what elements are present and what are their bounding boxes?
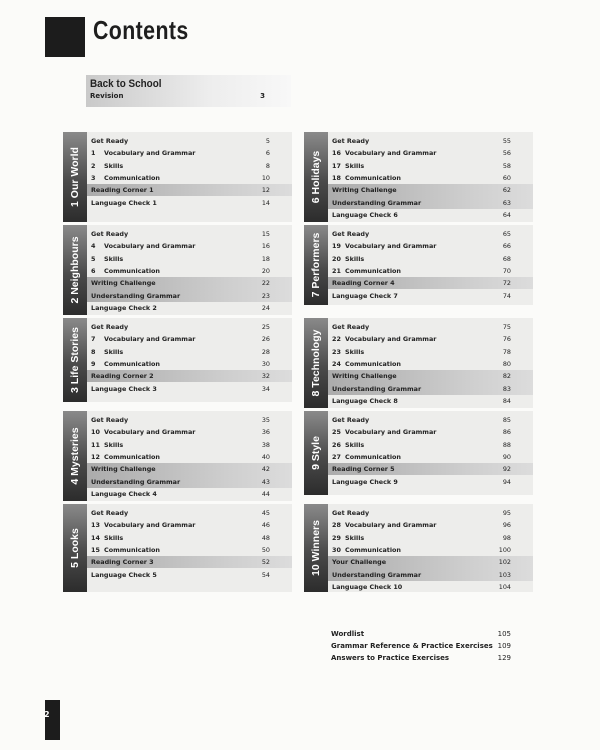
header-block	[45, 17, 85, 57]
lesson-row[interactable]	[87, 451, 292, 463]
lesson-number: 18	[332, 174, 341, 183]
lesson-title: Understanding Grammar	[91, 477, 181, 486]
lesson-title: Writing Challenge	[332, 186, 397, 195]
unit-block-8	[304, 318, 533, 408]
unit-rows	[328, 135, 533, 221]
lesson-title: Get Ready	[332, 230, 370, 239]
lesson-row[interactable]	[87, 568, 292, 580]
lesson-title: Communication	[345, 546, 401, 555]
lesson-page: 23	[261, 291, 270, 300]
lesson-number: 28	[332, 521, 341, 530]
lesson-page: 64	[502, 210, 511, 219]
lesson-title: Language Check 10	[332, 582, 403, 591]
lesson-page: 60	[502, 174, 511, 183]
lesson-page: 10	[261, 174, 270, 183]
lesson-title: Communication	[345, 174, 401, 183]
lesson-title: Communication	[345, 453, 401, 462]
lesson-row[interactable]	[328, 382, 533, 394]
lesson-page: 55	[502, 137, 511, 146]
lesson-row[interactable]	[328, 463, 533, 475]
lesson-number: 3	[91, 174, 96, 183]
lesson-page: 42	[261, 465, 270, 474]
lesson-row[interactable]	[87, 532, 292, 544]
revision-row[interactable]	[90, 92, 287, 100]
lesson-row[interactable]	[87, 488, 292, 500]
lesson-page: 12	[261, 186, 270, 195]
lesson-page: 98	[502, 533, 511, 542]
lesson-page: 36	[261, 428, 270, 437]
lesson-page: 43	[261, 477, 270, 486]
extra-row-wordlist[interactable]	[331, 628, 511, 640]
lesson-row[interactable]	[87, 253, 292, 265]
lesson-title: Writing Challenge	[91, 465, 156, 474]
unit-tab	[63, 318, 87, 402]
unit-title: 5 Looks	[69, 528, 81, 568]
lesson-number: 15	[91, 546, 100, 555]
lesson-page: 34	[261, 384, 270, 393]
lesson-title: Language Check 7	[332, 291, 398, 300]
extra-label: Answers to Practice Exercises	[331, 654, 450, 662]
lesson-title: Vocabulary and Grammar	[104, 521, 196, 530]
unit-block-1	[63, 132, 292, 222]
unit-rows	[328, 228, 533, 302]
lesson-row[interactable]	[87, 228, 292, 240]
lesson-page: 26	[261, 335, 270, 344]
lesson-row[interactable]	[87, 135, 292, 147]
lesson-page: 85	[502, 416, 511, 425]
extra-page: 105	[497, 630, 511, 638]
lesson-page: 35	[261, 416, 270, 425]
lesson-page: 38	[261, 440, 270, 449]
lesson-row[interactable]	[87, 172, 292, 184]
lesson-page: 74	[502, 291, 511, 300]
extra-label: Grammar Reference & Practice Exercises	[331, 642, 493, 650]
lesson-title: Skills	[104, 533, 124, 542]
lesson-title: Communication	[104, 267, 160, 276]
unit-rows	[87, 507, 292, 581]
lesson-row[interactable]	[87, 463, 292, 475]
lesson-page: 72	[502, 279, 511, 288]
lesson-row[interactable]	[328, 370, 533, 382]
lesson-row[interactable]	[328, 160, 533, 172]
lesson-title: Skills	[345, 440, 365, 449]
lesson-number: 4	[91, 242, 96, 251]
lesson-page: 25	[261, 323, 270, 332]
lesson-page: 5	[265, 137, 270, 146]
lesson-row[interactable]	[328, 556, 533, 568]
lesson-title: Vocabulary and Grammar	[104, 149, 196, 158]
unit-tab	[63, 504, 87, 592]
lesson-row[interactable]	[328, 209, 533, 221]
lesson-page: 58	[502, 161, 511, 170]
lesson-row[interactable]	[328, 475, 533, 487]
unit-tab	[304, 132, 328, 222]
lesson-title: Get Ready	[332, 509, 370, 518]
lesson-number: 6	[91, 267, 96, 276]
lesson-title: Writing Challenge	[332, 372, 397, 381]
lesson-row[interactable]	[87, 333, 292, 345]
lesson-row[interactable]	[328, 240, 533, 252]
lesson-page: 92	[502, 465, 511, 474]
extra-row-answers[interactable]	[331, 652, 511, 664]
extra-row-grammar-reference[interactable]	[331, 640, 511, 652]
lesson-row[interactable]	[87, 507, 292, 519]
lesson-title: Skills	[104, 347, 124, 356]
lesson-row[interactable]	[87, 519, 292, 531]
lesson-title: Skills	[104, 161, 124, 170]
lesson-page: 46	[261, 521, 270, 530]
lesson-title: Vocabulary and Grammar	[345, 335, 437, 344]
lesson-title: Vocabulary and Grammar	[345, 242, 437, 251]
lesson-page: 96	[502, 521, 511, 530]
lesson-row[interactable]	[328, 228, 533, 240]
lesson-row[interactable]	[328, 184, 533, 196]
lesson-title: Vocabulary and Grammar	[345, 428, 437, 437]
unit-block-5	[63, 504, 292, 592]
lesson-title: Language Check 2	[91, 303, 157, 312]
back-to-school-box[interactable]	[86, 75, 291, 107]
lesson-row[interactable]	[87, 382, 292, 394]
lesson-row[interactable]	[328, 568, 533, 580]
lesson-row[interactable]	[328, 135, 533, 147]
lesson-number: 11	[91, 440, 100, 449]
lesson-title: Understanding Grammar	[332, 384, 422, 393]
lesson-row[interactable]	[328, 581, 533, 593]
lesson-row[interactable]	[328, 172, 533, 184]
lesson-number: 12	[91, 453, 100, 462]
lesson-row[interactable]	[328, 414, 533, 426]
lesson-title: Vocabulary and Grammar	[345, 149, 437, 158]
lesson-title: Get Ready	[91, 416, 129, 425]
lesson-number: 21	[332, 267, 341, 276]
unit-title: 8 Technology	[310, 329, 322, 397]
lesson-page: 75	[502, 323, 511, 332]
lesson-title: Your Challenge	[332, 558, 387, 567]
lesson-page: 65	[502, 230, 511, 239]
lesson-title: Understanding Grammar	[332, 570, 422, 579]
lesson-row[interactable]	[328, 395, 533, 407]
lesson-row[interactable]	[87, 277, 292, 289]
unit-block-9	[304, 411, 533, 495]
unit-tab	[304, 318, 328, 408]
lesson-row[interactable]	[328, 265, 533, 277]
lesson-row[interactable]	[87, 302, 292, 314]
lesson-row[interactable]	[328, 147, 533, 159]
lesson-title: Get Ready	[91, 230, 129, 239]
unit-block-4	[63, 411, 292, 501]
lesson-title: Language Check 5	[91, 570, 157, 579]
lesson-title: Reading Corner 4	[332, 279, 395, 288]
lesson-page: 88	[502, 440, 511, 449]
lesson-row[interactable]	[328, 544, 533, 556]
lesson-title: Understanding Grammar	[332, 198, 422, 207]
lesson-title: Skills	[345, 254, 365, 263]
lesson-page: 102	[498, 558, 511, 567]
unit-block-3	[63, 318, 292, 402]
unit-tab	[63, 225, 87, 315]
unit-title: 2 Neighbours	[69, 236, 81, 304]
lesson-number: 7	[91, 335, 96, 344]
extras-list	[331, 628, 511, 664]
lesson-page: 15	[261, 230, 270, 239]
lesson-row[interactable]	[328, 321, 533, 333]
lesson-title: Writing Challenge	[91, 279, 156, 288]
lesson-row[interactable]	[87, 544, 292, 556]
lesson-row[interactable]	[328, 277, 533, 289]
lesson-page: 104	[498, 582, 511, 591]
lesson-title: Reading Corner 2	[91, 372, 154, 381]
unit-tab	[304, 225, 328, 305]
lesson-title: Vocabulary and Grammar	[104, 242, 196, 251]
lesson-row[interactable]	[328, 358, 533, 370]
lesson-row[interactable]	[87, 414, 292, 426]
lesson-row[interactable]	[328, 289, 533, 301]
lesson-number: 16	[332, 149, 341, 158]
lesson-row[interactable]	[87, 265, 292, 277]
lesson-title: Communication	[345, 267, 401, 276]
lesson-title: Reading Corner 1	[91, 186, 154, 195]
lesson-title: Skills	[345, 533, 365, 542]
unit-title: 4 Mysteries	[69, 427, 81, 485]
unit-rows	[87, 414, 292, 500]
lesson-number: 26	[332, 440, 341, 449]
lesson-row[interactable]	[87, 370, 292, 382]
lesson-page: 24	[261, 303, 270, 312]
lesson-title: Language Check 3	[91, 384, 157, 393]
lesson-number: 9	[91, 360, 96, 369]
unit-title: 1 Our World	[69, 147, 81, 207]
lesson-page: 50	[261, 546, 270, 555]
lesson-title: Language Check 1	[91, 198, 157, 207]
lesson-page: 95	[502, 509, 511, 518]
lesson-page: 14	[261, 198, 270, 207]
unit-rows	[87, 321, 292, 395]
unit-rows	[328, 321, 533, 407]
lesson-row[interactable]	[87, 358, 292, 370]
lesson-page: 18	[261, 254, 270, 263]
page-title: Contents	[93, 15, 189, 45]
lesson-title: Communication	[104, 453, 160, 462]
unit-title: 6 Holidays	[310, 150, 322, 204]
lesson-title: Skills	[104, 440, 124, 449]
lesson-row[interactable]	[328, 253, 533, 265]
lesson-page: 20	[261, 267, 270, 276]
lesson-page: 44	[261, 489, 270, 498]
unit-block-6	[304, 132, 533, 222]
unit-rows	[328, 414, 533, 488]
lesson-number: 5	[91, 254, 96, 263]
lesson-number: 24	[332, 360, 341, 369]
lesson-number: 29	[332, 533, 341, 542]
unit-block-10	[304, 504, 533, 592]
lesson-page: 16	[261, 242, 270, 251]
lesson-title: Vocabulary and Grammar	[104, 335, 196, 344]
lesson-number: 25	[332, 428, 341, 437]
lesson-page: 40	[261, 453, 270, 462]
lesson-number: 10	[91, 428, 100, 437]
lesson-page: 84	[502, 396, 511, 405]
lesson-title: Get Ready	[91, 137, 129, 146]
lesson-row[interactable]	[87, 439, 292, 451]
lesson-page: 103	[498, 570, 511, 579]
lesson-page: 54	[261, 570, 270, 579]
back-to-school-title: Back to School	[90, 78, 162, 90]
lesson-page: 22	[261, 279, 270, 288]
lesson-row[interactable]	[328, 532, 533, 544]
lesson-row[interactable]	[328, 451, 533, 463]
lesson-number: 27	[332, 453, 341, 462]
lesson-row[interactable]	[87, 346, 292, 358]
unit-title: 7 Performers	[310, 232, 322, 298]
lesson-number: 22	[332, 335, 341, 344]
lesson-title: Reading Corner 5	[332, 465, 395, 474]
lesson-page: 94	[502, 477, 511, 486]
lesson-page: 56	[502, 149, 511, 158]
lesson-page: 90	[502, 453, 511, 462]
lesson-page: 28	[261, 347, 270, 356]
lesson-page: 76	[502, 335, 511, 344]
lesson-page: 52	[261, 558, 270, 567]
lesson-page: 100	[498, 546, 511, 555]
lesson-number: 17	[332, 161, 341, 170]
lesson-title: Get Ready	[332, 416, 370, 425]
lesson-title: Language Check 6	[332, 210, 398, 219]
lesson-title: Vocabulary and Grammar	[104, 428, 196, 437]
lesson-number: 23	[332, 347, 341, 356]
lesson-page: 48	[261, 533, 270, 542]
lesson-page: 80	[502, 360, 511, 369]
lesson-page: 83	[502, 384, 511, 393]
lesson-page: 32	[261, 372, 270, 381]
lesson-row[interactable]	[87, 289, 292, 301]
unit-tab	[63, 132, 87, 222]
lesson-number: 2	[91, 161, 96, 170]
lesson-row[interactable]	[328, 333, 533, 345]
unit-rows	[328, 507, 533, 593]
unit-tab	[304, 411, 328, 495]
lesson-title: Reading Corner 3	[91, 558, 154, 567]
lesson-page: 82	[502, 372, 511, 381]
lesson-title: Skills	[345, 347, 365, 356]
lesson-page: 8	[265, 161, 270, 170]
lesson-page: 68	[502, 254, 511, 263]
page-number: 2	[44, 710, 50, 719]
lesson-title: Communication	[104, 546, 160, 555]
extra-label: Wordlist	[331, 630, 365, 638]
page-number-block	[45, 700, 60, 740]
lesson-number: 30	[332, 546, 341, 555]
extra-page: 109	[497, 642, 511, 650]
lesson-number: 8	[91, 347, 96, 356]
lesson-page: 30	[261, 360, 270, 369]
lesson-number: 13	[91, 521, 100, 530]
unit-block-2	[63, 225, 292, 315]
revision-page: 3	[260, 92, 265, 100]
lesson-row[interactable]	[328, 439, 533, 451]
lesson-number: 1	[91, 149, 96, 158]
lesson-row[interactable]	[87, 426, 292, 438]
lesson-row[interactable]	[328, 519, 533, 531]
lesson-page: 78	[502, 347, 511, 356]
lesson-row[interactable]	[87, 196, 292, 208]
unit-tab	[304, 504, 328, 592]
lesson-title: Language Check 8	[332, 396, 398, 405]
lesson-row[interactable]	[328, 346, 533, 358]
lesson-title: Language Check 4	[91, 489, 157, 498]
lesson-page: 66	[502, 242, 511, 251]
lesson-row[interactable]	[87, 184, 292, 196]
unit-title: 3 Life Stories	[69, 327, 81, 393]
lesson-title: Get Ready	[91, 323, 129, 332]
lesson-page: 6	[265, 149, 270, 158]
lesson-title: Understanding Grammar	[91, 291, 181, 300]
lesson-title: Language Check 9	[332, 477, 398, 486]
lesson-row[interactable]	[87, 556, 292, 568]
lesson-page: 70	[502, 267, 511, 276]
lesson-row[interactable]	[328, 196, 533, 208]
lesson-row[interactable]	[87, 147, 292, 159]
lesson-page: 62	[502, 186, 511, 195]
lesson-title: Vocabulary and Grammar	[345, 521, 437, 530]
lesson-page: 86	[502, 428, 511, 437]
unit-tab	[63, 411, 87, 501]
lesson-row[interactable]	[87, 160, 292, 172]
lesson-row[interactable]	[87, 321, 292, 333]
lesson-number: 14	[91, 533, 100, 542]
lesson-title: Skills	[104, 254, 124, 263]
lesson-title: Communication	[104, 174, 160, 183]
unit-block-7	[304, 225, 533, 305]
lesson-number: 20	[332, 254, 341, 263]
lesson-title: Skills	[345, 161, 365, 170]
unit-rows	[87, 135, 292, 209]
lesson-title: Communication	[104, 360, 160, 369]
lesson-number: 19	[332, 242, 341, 251]
lesson-page: 45	[261, 509, 270, 518]
lesson-row[interactable]	[328, 507, 533, 519]
lesson-row[interactable]	[328, 426, 533, 438]
unit-rows	[87, 228, 292, 314]
lesson-row[interactable]	[87, 475, 292, 487]
unit-title: 10 Winners	[310, 520, 322, 576]
unit-title: 9 Style	[310, 436, 322, 470]
lesson-row[interactable]	[87, 240, 292, 252]
lesson-title: Get Ready	[332, 137, 370, 146]
lesson-page: 63	[502, 198, 511, 207]
lesson-title: Get Ready	[332, 323, 370, 332]
extra-page: 129	[497, 654, 511, 662]
lesson-title: Get Ready	[91, 509, 129, 518]
revision-label: Revision	[90, 92, 124, 100]
lesson-title: Communication	[345, 360, 401, 369]
